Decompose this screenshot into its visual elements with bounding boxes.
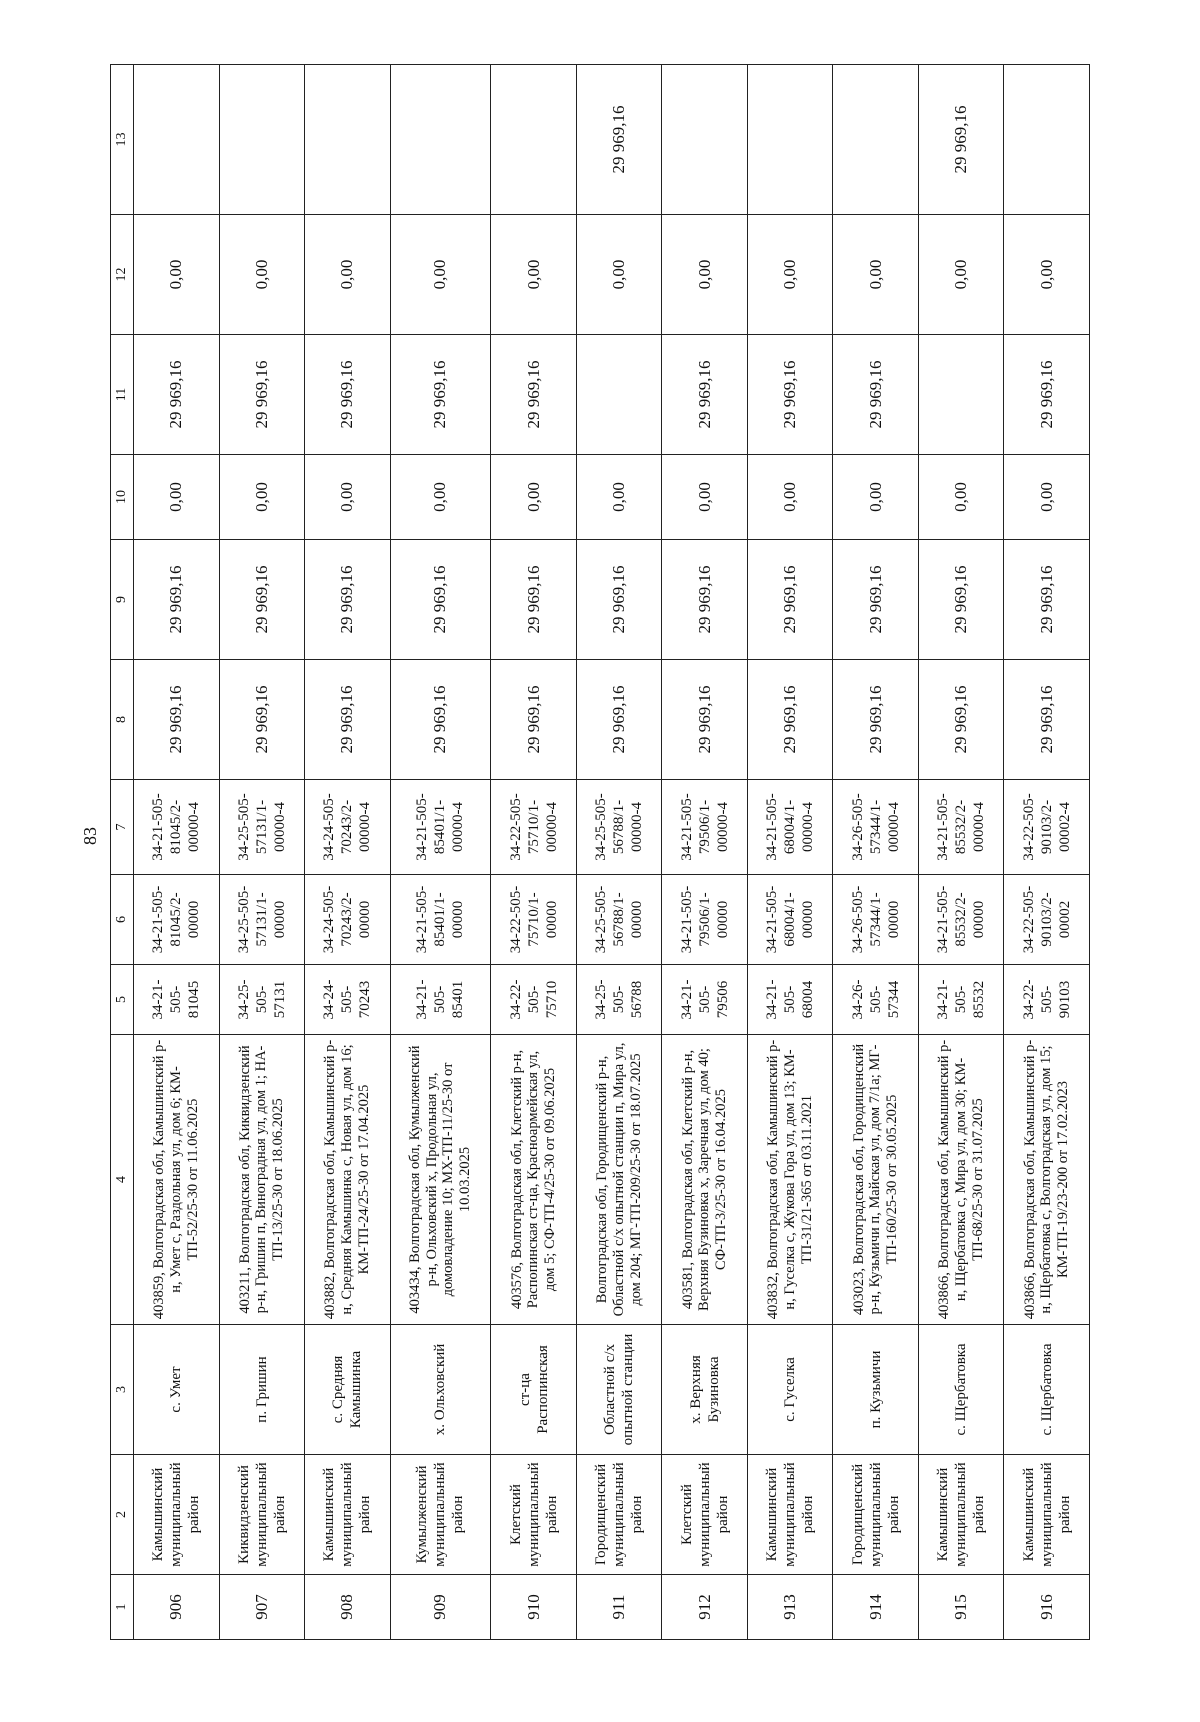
value-cell-12: 0,00 [390, 215, 491, 335]
page-number: 83 [80, 827, 100, 845]
table-row [833, 65, 919, 1640]
col-header-6: 6 [111, 875, 134, 965]
code-cell: 34-25-505-56788 [576, 965, 662, 1035]
code-full-cell: 34-22-505-90103/2-00002-4 [1004, 780, 1090, 875]
code-suffix-cell: 34-24-505-70243/2-00000 [305, 875, 391, 965]
col-header-13: 13 [111, 65, 134, 215]
col-header-10: 10 [111, 455, 134, 540]
district-cell: Клетский муниципальный район [491, 1455, 577, 1575]
value-cell-9: 29 969,16 [918, 540, 1004, 660]
code-full-cell: 34-25-505-56788/1-00000-4 [576, 780, 662, 875]
code-cell: 34-24-505-70243 [305, 965, 391, 1035]
value-cell-11: 29 969,16 [305, 335, 391, 455]
table-row [305, 65, 391, 1640]
value-cell-9: 29 969,16 [390, 540, 491, 660]
address-cell: 403866, Волгоградская обл, Камышинский р-н, Щербатовка с, Волгоградская ул, дом 15; КМ-ТП-19/23-200 от 17.02.2023 [1004, 1035, 1090, 1325]
locality-cell: Областной с/х опытной станции [576, 1325, 662, 1455]
district-cell: Камышинский муниципальный район [134, 1455, 220, 1575]
col-header-9: 9 [111, 540, 134, 660]
col-header-4: 4 [111, 1035, 134, 1325]
value-cell-13 [1004, 65, 1090, 215]
locality-cell: п. Кузьмичи [833, 1325, 919, 1455]
row-number: 907 [219, 1575, 305, 1640]
district-cell: Камышинский муниципальный район [1004, 1455, 1090, 1575]
row-number: 914 [833, 1575, 919, 1640]
value-cell-10: 0,00 [134, 455, 220, 540]
table-row [134, 65, 220, 1640]
address-cell: 403866, Волгоградская обл, Камышинский р-н, Щербатовка с, Мира ул, дом 30; КМ-ТП-68/25-30 от 31.07.2025 [918, 1035, 1004, 1325]
table-row [662, 65, 748, 1640]
value-cell-10: 0,00 [662, 455, 748, 540]
value-cell-11: 29 969,16 [662, 335, 748, 455]
value-cell-8: 29 969,16 [576, 660, 662, 780]
rotated-page [110, 65, 1090, 1640]
value-cell-10: 0,00 [918, 455, 1004, 540]
value-cell-13 [491, 65, 577, 215]
value-cell-10: 0,00 [390, 455, 491, 540]
code-full-cell: 34-25-505-57131/1-00000-4 [219, 780, 305, 875]
value-cell-12: 0,00 [1004, 215, 1090, 335]
locality-cell: с. Щербатовка [918, 1325, 1004, 1455]
address-cell: 403859, Волгоградская обл, Камышинский р-н, Умет с, Раздольная ул, дом 6; КМ-ТП-52/25-30 от 11.06.2025 [134, 1035, 220, 1325]
value-cell-12: 0,00 [833, 215, 919, 335]
locality-cell: х. Ольховский [390, 1325, 491, 1455]
address-cell: 403581, Волгоградская обл, Клетский р-н, Верхняя Бузиновка х, Заречная ул, дом 40; СФ-ТП-3/25-30 от 16.04.2025 [662, 1035, 748, 1325]
code-full-cell: 34-21-505-85532/2-00000-4 [918, 780, 1004, 875]
col-header-12: 12 [111, 215, 134, 335]
value-cell-9: 29 969,16 [491, 540, 577, 660]
code-suffix-cell: 34-21-505-85532/2-00000 [918, 875, 1004, 965]
table-row [747, 65, 833, 1640]
value-cell-11 [918, 335, 1004, 455]
district-cell: Камышинский муниципальный район [918, 1455, 1004, 1575]
code-cell: 34-21-505-81045 [134, 965, 220, 1035]
table-row [1004, 65, 1090, 1640]
value-cell-8: 29 969,16 [918, 660, 1004, 780]
value-cell-10: 0,00 [576, 455, 662, 540]
value-cell-9: 29 969,16 [576, 540, 662, 660]
code-full-cell: 34-21-505-81045/2-00000-4 [134, 780, 220, 875]
locality-cell: п. Гришин [219, 1325, 305, 1455]
address-cell: 403023, Волгоградская обл, Городищенский р-н, Кузьмичи п, Майская ул, дом 7/1а; МГ-ТП-160/25-30 от 30.05.2025 [833, 1035, 919, 1325]
value-cell-10: 0,00 [219, 455, 305, 540]
value-cell-13 [219, 65, 305, 215]
value-cell-12: 0,00 [918, 215, 1004, 335]
col-header-2: 2 [111, 1455, 134, 1575]
value-cell-13 [134, 65, 220, 215]
value-cell-13 [390, 65, 491, 215]
address-cell: 403576, Волгоградская обл, Клетский р-н, Распопинская ст-ца, Красноармейская ул, дом 5; СФ-ТП-4/25-30 от 09.06.2025 [491, 1035, 577, 1325]
address-cell: 403832, Волгоградская обл, Камышинский р-н, Гуселка с, Жукова Гора ул, дом 13; КМ-ТП-31/21-365 от 03.11.2021 [747, 1035, 833, 1325]
value-cell-11: 29 969,16 [747, 335, 833, 455]
col-header-5: 5 [111, 965, 134, 1035]
code-cell: 34-21-505-68004 [747, 965, 833, 1035]
district-cell: Камышинский муниципальный район [305, 1455, 391, 1575]
value-cell-8: 29 969,16 [305, 660, 391, 780]
code-cell: 34-25-505-57131 [219, 965, 305, 1035]
value-cell-12: 0,00 [662, 215, 748, 335]
locality-cell: с. Гуселка [747, 1325, 833, 1455]
code-suffix-cell: 34-25-505-57131/1-00000 [219, 875, 305, 965]
col-header-7: 7 [111, 780, 134, 875]
row-number: 911 [576, 1575, 662, 1640]
value-cell-10: 0,00 [833, 455, 919, 540]
district-cell: Городищенский муниципальный район [833, 1455, 919, 1575]
address-cell: 403211, Волгоградская обл, Киквидзенский р-н, Гришин п, Виноградная ул, дом 1; НА-ТП-13/25-30 от 18.06.2025 [219, 1035, 305, 1325]
row-number: 915 [918, 1575, 1004, 1640]
value-cell-8: 29 969,16 [491, 660, 577, 780]
code-cell: 34-21-505-79506 [662, 965, 748, 1035]
value-cell-13 [305, 65, 391, 215]
table-row [491, 65, 577, 1640]
col-header-8: 8 [111, 660, 134, 780]
locality-cell: с. Умет [134, 1325, 220, 1455]
value-cell-10: 0,00 [747, 455, 833, 540]
code-suffix-cell: 34-26-505-57344/1-00000 [833, 875, 919, 965]
code-full-cell: 34-22-505-75710/1-00000-4 [491, 780, 577, 875]
value-cell-9: 29 969,16 [305, 540, 391, 660]
col-header-11: 11 [111, 335, 134, 455]
code-full-cell: 34-21-505-79506/1-00000-4 [662, 780, 748, 875]
code-full-cell: 34-24-505-70243/2-00000-4 [305, 780, 391, 875]
code-full-cell: 34-21-505-68004/1-00000-4 [747, 780, 833, 875]
locality-cell: ст-ца Распопинская [491, 1325, 577, 1455]
value-cell-13 [833, 65, 919, 215]
value-cell-12: 0,00 [219, 215, 305, 335]
value-cell-12: 0,00 [491, 215, 577, 335]
row-number: 908 [305, 1575, 391, 1640]
data-table [110, 64, 1090, 1640]
value-cell-8: 29 969,16 [833, 660, 919, 780]
row-number: 906 [134, 1575, 220, 1640]
locality-cell: х. Верхняя Бузиновка [662, 1325, 748, 1455]
value-cell-9: 29 969,16 [134, 540, 220, 660]
code-cell: 34-22-505-90103 [1004, 965, 1090, 1035]
code-suffix-cell: 34-25-505-56788/1-00000 [576, 875, 662, 965]
code-cell: 34-21-505-85401 [390, 965, 491, 1035]
address-cell: Волгоградская обл, Городищенский р-н, Областной с/х опытной станции п, Мира ул, дом 204; МГ-ТП-209/25-30 от 18.07.2025 [576, 1035, 662, 1325]
value-cell-10: 0,00 [1004, 455, 1090, 540]
address-cell: 403882, Волгоградская обл, Камышинский р-н, Средняя Камышинка с, Новая ул, дом 16; КМ-ТП-24/25-30 от 17.04.2025 [305, 1035, 391, 1325]
code-suffix-cell: 34-21-505-79506/1-00000 [662, 875, 748, 965]
value-cell-10: 0,00 [305, 455, 391, 540]
table-row [576, 65, 662, 1640]
district-cell: Кумылженский муниципальный район [390, 1455, 491, 1575]
locality-cell: с. Щербатовка [1004, 1325, 1090, 1455]
code-cell: 34-21-505-85532 [918, 965, 1004, 1035]
table-row [918, 65, 1004, 1640]
value-cell-11: 29 969,16 [390, 335, 491, 455]
value-cell-13 [747, 65, 833, 215]
value-cell-8: 29 969,16 [662, 660, 748, 780]
row-number: 909 [390, 1575, 491, 1640]
table-row [219, 65, 305, 1640]
district-cell: Городищенский муниципальный район [576, 1455, 662, 1575]
value-cell-12: 0,00 [134, 215, 220, 335]
value-cell-8: 29 969,16 [219, 660, 305, 780]
row-number: 910 [491, 1575, 577, 1640]
address-cell: 403434, Волгоградская обл, Кумылженский р-н, Ольховский х, Продольная ул, домовладение 10; МХ-ТП-11/25-30 от 10.03.2025 [390, 1035, 491, 1325]
code-suffix-cell: 34-21-505-81045/2-00000 [134, 875, 220, 965]
value-cell-12: 0,00 [305, 215, 391, 335]
value-cell-11: 29 969,16 [219, 335, 305, 455]
value-cell-10: 0,00 [491, 455, 577, 540]
code-suffix-cell: 34-22-505-90103/2-00002 [1004, 875, 1090, 965]
value-cell-13: 29 969,16 [576, 65, 662, 215]
code-suffix-cell: 34-21-505-68004/1-00000 [747, 875, 833, 965]
value-cell-8: 29 969,16 [1004, 660, 1090, 780]
col-header-1: 1 [111, 1575, 134, 1640]
value-cell-9: 29 969,16 [662, 540, 748, 660]
value-cell-11: 29 969,16 [1004, 335, 1090, 455]
district-cell: Камышинский муниципальный район [747, 1455, 833, 1575]
locality-cell: с. Средняя Камышинка [305, 1325, 391, 1455]
value-cell-11: 29 969,16 [833, 335, 919, 455]
row-number: 913 [747, 1575, 833, 1640]
district-cell: Киквидзенский муниципальный район [219, 1455, 305, 1575]
row-number: 912 [662, 1575, 748, 1640]
table-row [390, 65, 491, 1640]
value-cell-13: 29 969,16 [918, 65, 1004, 215]
value-cell-8: 29 969,16 [134, 660, 220, 780]
value-cell-11 [576, 335, 662, 455]
col-header-3: 3 [111, 1325, 134, 1455]
value-cell-11: 29 969,16 [134, 335, 220, 455]
district-cell: Клетский муниципальный район [662, 1455, 748, 1575]
row-number: 916 [1004, 1575, 1090, 1640]
value-cell-9: 29 969,16 [833, 540, 919, 660]
value-cell-9: 29 969,16 [747, 540, 833, 660]
value-cell-12: 0,00 [576, 215, 662, 335]
value-cell-9: 29 969,16 [219, 540, 305, 660]
value-cell-11: 29 969,16 [491, 335, 577, 455]
value-cell-13 [662, 65, 748, 215]
code-cell: 34-22-505-75710 [491, 965, 577, 1035]
value-cell-9: 29 969,16 [1004, 540, 1090, 660]
value-cell-8: 29 969,16 [390, 660, 491, 780]
header-row [111, 65, 134, 1640]
code-cell: 34-26-505-57344 [833, 965, 919, 1035]
code-full-cell: 34-21-505-85401/1-00000-4 [390, 780, 491, 875]
value-cell-12: 0,00 [747, 215, 833, 335]
code-suffix-cell: 34-22-505-75710/1-00000 [491, 875, 577, 965]
code-full-cell: 34-26-505-57344/1-00000-4 [833, 780, 919, 875]
code-suffix-cell: 34-21-505-85401/1-00000 [390, 875, 491, 965]
value-cell-8: 29 969,16 [747, 660, 833, 780]
